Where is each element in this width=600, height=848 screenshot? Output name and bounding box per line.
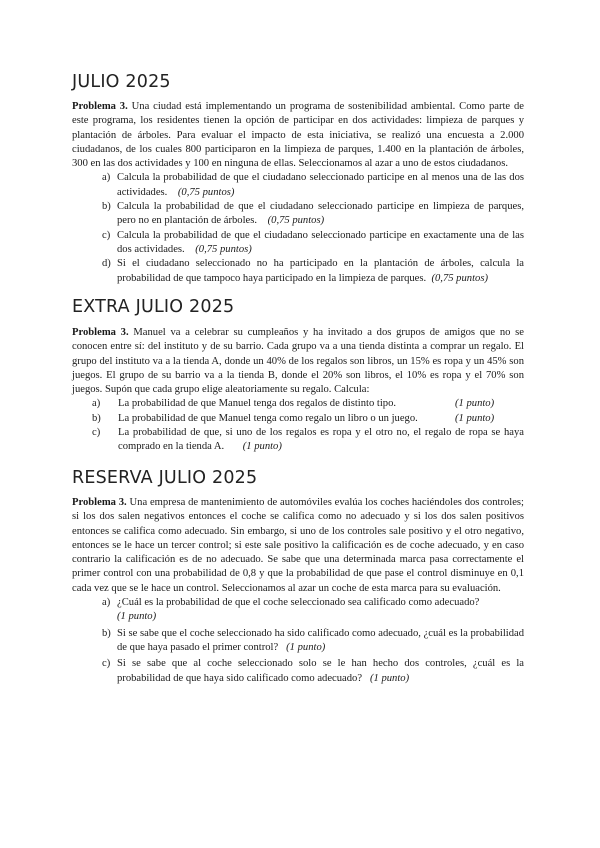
question-points: (1 punto) bbox=[286, 641, 326, 653]
question-list bbox=[92, 397, 524, 454]
question-item bbox=[102, 229, 524, 258]
problem-statement bbox=[72, 100, 524, 171]
question-points: (1 punto) bbox=[369, 672, 410, 684]
problem-intro: Manuel va a celebrar su cumpleaños y ha invitado a dos grupos de amigos que no se conocen entre sí: del instituto y de su barrio. Cada grupo va a una tienda distinta a comprar un regalo. El grupo del instituto va a la tienda A, donde un 40% de los regalos son libros, un 15% es ropa y un 45% son juegos. El grupo de su barrio va a la tienda B, donde el 20% son libros, el 10% es ropa y el 70% son juegos. Supón que cada grupo elige aleatoriamente su regalo. Calcula: bbox=[72, 327, 524, 396]
problem-label: Problema 3. bbox=[72, 497, 127, 508]
question-item bbox=[102, 627, 524, 656]
question-label: c) bbox=[102, 229, 111, 241]
question-label: b) bbox=[102, 627, 111, 639]
question-text: Si se sabe que al coche seleccionado solo se le han hecho dos controles, ¿cuál es la probabilidad de que haya sido calificado como adecuado? bbox=[117, 658, 524, 684]
section-heading: RESERVA JULIO 2025 bbox=[72, 468, 258, 488]
problem-statement bbox=[72, 496, 524, 596]
question-points: (0,75 puntos) bbox=[431, 272, 488, 284]
problem-intro: Una empresa de mantenimiento de automóviles evalúa los coches haciéndoles dos controles; si los dos salen negativos entonces el coche se califica como no adecuado y si los dos salen positivos entonces se califica como adecuado. Sin embargo, si uno de los controles sale positivo y el otro negativo, entonces se le hace un tercer control; si este sale positivo la calificación es de coche adecuado, y en caso contrario la calificación es de no adecuado. Se sabe que una determinada marca pasa correctamente el primer control con una probabilidad de 0,8 y que la probabilidad de que pase el control disminuye en 0,1 cada vez que se le hace un control. Seleccionamos al azar un coche de esta marca para su evaluación. bbox=[72, 497, 525, 594]
question-label: a) bbox=[102, 597, 111, 609]
question-label: c) bbox=[92, 427, 101, 439]
question-label: d) bbox=[102, 258, 111, 270]
question-item bbox=[92, 412, 524, 426]
question-text: Calcula la probabilidad de que el ciudadano seleccionado participe en limpieza de parques, pero no en plantación de árboles. bbox=[117, 201, 524, 227]
question-item bbox=[102, 257, 524, 286]
question-points: (0,75 puntos) bbox=[267, 215, 325, 227]
question-text: La probabilidad de que, si uno de los regalos es ropa y el otro no, el regalo de ropa se haya comprado en la tienda A. bbox=[118, 427, 524, 453]
question-points: (1 punto) bbox=[455, 398, 495, 410]
problem-intro: Una ciudad está implementando un programa de sostenibilidad ambiental. Como parte de este programa, los residentes tienen la opción de participar en dos actividades: limpieza de parques y plantación de árboles. Para evaluar el impacto de esta iniciativa, se realizó una encuesta a 2.000 ciudadanos, de los cuales 800 participaron en la limpieza de parques, 1.400 en la plantación de árboles, 300 en las dos actividades y 100 en ninguna de ellas. Seleccionamos al azar a uno de estos ciudadanos. bbox=[72, 101, 524, 170]
question-label: b) bbox=[102, 201, 111, 213]
question-text: Calcula la probabilidad de que el ciudadano seleccionado participe en exactamente una de las dos actividades. bbox=[117, 229, 524, 255]
question-text: La probabilidad de que Manuel tenga dos regalos de distinto tipo. bbox=[118, 398, 397, 410]
section-heading: JULIO 2025 bbox=[72, 72, 171, 92]
question-label: b) bbox=[92, 412, 101, 424]
question-item bbox=[102, 200, 524, 229]
question-item bbox=[102, 596, 524, 625]
question-label: a) bbox=[92, 398, 101, 410]
problem-label: Problema 3. bbox=[72, 101, 128, 112]
question-item bbox=[92, 397, 524, 411]
question-label: a) bbox=[102, 172, 111, 184]
question-text: ¿Cuál es la probabilidad de que el coche seleccionado sea calificado como adecuado? bbox=[117, 597, 480, 609]
section-extra-julio-2025 bbox=[72, 297, 524, 455]
question-points: (1 punto) bbox=[242, 441, 282, 453]
question-text: La probabilidad de que Manuel tenga como regalo un libro o un juego. bbox=[118, 412, 418, 424]
section-heading: EXTRA JULIO 2025 bbox=[72, 297, 235, 317]
question-text: Si se sabe que el coche seleccionado ha sido calificado como adecuado, ¿cuál es la probabilidad de que haya pasado el primer control? bbox=[117, 627, 524, 653]
section-julio-2025 bbox=[72, 72, 524, 286]
section-reserva-julio-2025 bbox=[72, 468, 524, 686]
question-item bbox=[102, 657, 524, 686]
question-points: (1 punto) bbox=[455, 412, 495, 424]
problem-statement bbox=[72, 326, 524, 397]
problem-label: Problema 3. bbox=[72, 327, 129, 338]
question-points: (1 punto) bbox=[117, 611, 157, 623]
question-label: c) bbox=[102, 658, 111, 670]
question-points: (0,75 puntos) bbox=[177, 186, 235, 198]
question-points: (0,75 puntos) bbox=[195, 243, 252, 255]
question-list bbox=[102, 596, 524, 686]
question-list bbox=[102, 171, 524, 285]
question-text: Calcula la probabilidad de que el ciudadano seleccionado participe en al menos una de las dos actividades. bbox=[117, 172, 524, 198]
question-item bbox=[102, 171, 524, 200]
question-item bbox=[92, 426, 524, 455]
question-text: Si el ciudadano seleccionado no ha participado en la plantación de árboles, calcula la probabilidad de que tampoco haya participado en la limpieza de parques. bbox=[117, 258, 524, 284]
